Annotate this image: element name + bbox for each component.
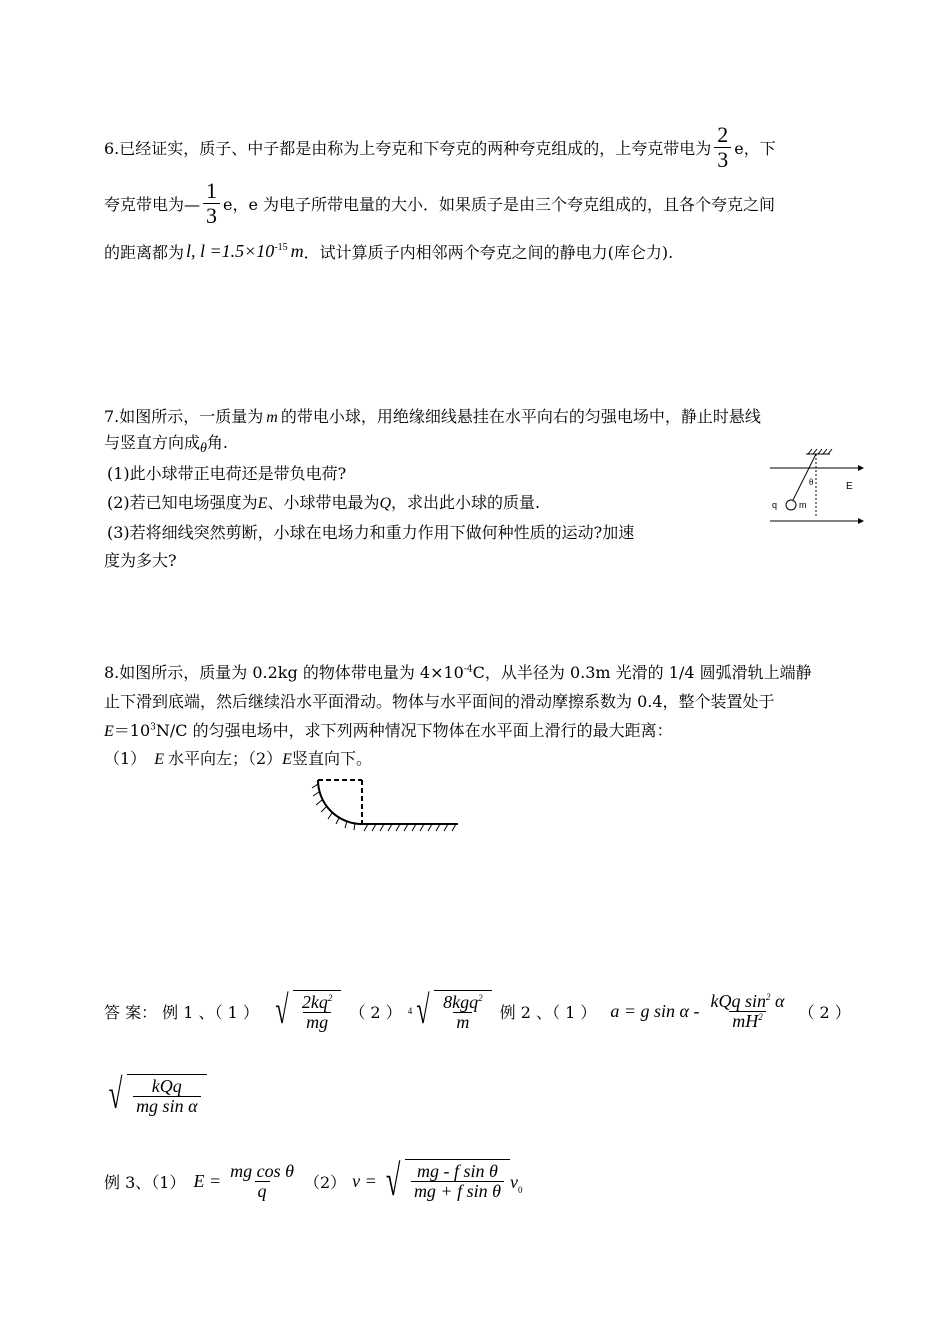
- answers-line-3: 例 3、（1） E = $\frac{\text{mg cos θ}}{q}$ （2） v = √ $\frac{\text{mg - f sin θ}}{\text{mg + f sin θ}}$ v $_0$: [104, 1156, 523, 1205]
- q6-line-1: [104, 124, 776, 170]
- q6-text: e，下: [734, 138, 776, 158]
- q6-line-2: [104, 180, 775, 226]
- q7-sub-3-cont: 度为多大?: [104, 551, 177, 570]
- field-label: E: [846, 481, 853, 492]
- q6-text: ．试计算质子内相邻两个夸克之间的静电力(库仑力).: [303, 242, 674, 262]
- charged-ball: [786, 500, 796, 510]
- q7-sub-2: (2)若已知电场强度为E、小球带电最为Q，求出此小球的质量.: [107, 493, 541, 512]
- q6-text: 的距离都为: [104, 242, 185, 262]
- q7-sub-1: (1)此小球带正电荷还是带负电荷?: [107, 464, 347, 483]
- ceiling-hatch: [806, 449, 832, 454]
- arc-track: [318, 780, 362, 824]
- q7-sub-3: (3)若将细线突然剪断，小球在电场力和重力作用下做何种性质的运动?加速: [107, 523, 635, 542]
- field-arrow-top: [858, 465, 864, 471]
- answers-line-2: [104, 1064, 207, 1126]
- answer-3-2-formula: v = √ $\frac{\text{mg - f sin θ}}{\text{mg + f sin θ}}$ v $_0$: [352, 1156, 523, 1205]
- radical-sign-icon: √: [108, 1072, 123, 1118]
- q6-line-3: [104, 236, 673, 266]
- q6-fraction-two-thirds: $\frac{2}{3}$: [714, 123, 731, 170]
- answer-2-2-radical: √ $\frac{\text{kQq}}{\text{mg sin α}}$: [104, 1074, 207, 1116]
- answer-3-1-formula: E = $\frac{\text{mg cos θ}}{q}$: [193, 1160, 294, 1201]
- mass-label: m: [799, 500, 807, 510]
- answer-1-2-fourth-root: 4 √ $\frac{8kgq^2}{m}$: [408, 990, 492, 1032]
- charge-label: q: [772, 500, 778, 510]
- q7-pendulum-figure: [766, 448, 866, 532]
- q8-line-4: （1） E 水平向左；（2）E竖直向下。: [104, 749, 372, 768]
- q6-text: 6.已经证实，质子、中子都是由称为上夸克和下夸克的两种夸克组成的，上夸克带电为: [104, 138, 712, 158]
- q7-line-2: 与竖直方向成θ角.: [104, 433, 228, 456]
- floor-hatch: [364, 824, 456, 831]
- q7-line-1: 7.如图所示，一质量为 m 的带电小球，用绝缘细线悬挂在水平向右的匀强电场中，静止时悬线: [104, 407, 761, 426]
- field-arrow-bottom: [858, 518, 864, 524]
- q6-fraction-one-third: $\frac{1}{3}$: [203, 179, 220, 226]
- radical-sign-icon: √: [385, 1156, 401, 1205]
- answer-1-1-radical: √ $\frac{2kq^2}{mg}$: [271, 990, 341, 1032]
- radical-sign-icon: √: [275, 987, 289, 1033]
- q8-track-figure: [308, 776, 463, 836]
- answers-line-1: 答 案： 例 1 、（ 1 ） √ $\frac{2kq^2}{mg}$ （ 2 ） 4 √ $\frac{8kgq^2}{m}$ 例 2 、（ 1 ） a = g sin α - $\frac{kQq \sin^2 \alpha}{mH^2}$ （ 2 ）: [104, 987, 851, 1033]
- q8-line-1: 8.如图所示，质量为 0.2kg 的物体带电量为 $4\times 10^{-4}C$，从半径为 0.3m 光滑的 1/4 圆弧滑轨上端静: [104, 663, 812, 682]
- q6-text: 夸克带电为—: [104, 194, 201, 214]
- answer-2-1-formula: a = g sin α - $\frac{kQq \sin^2 \alpha}{mH^2}$: [610, 990, 785, 1031]
- q6-text: e，e 为电子所带电量的大小．如果质子是由三个夸克组成的，且各个夸克之间: [223, 194, 776, 214]
- q8-line-3: $E=10^3N/C$ 的匀强电场中，求下列两种情况下物体在水平面上滑行的最大距离：: [104, 721, 673, 740]
- q8-line-2: 止下滑到底端，然后继续沿水平面滑动。物体与水平面间的滑动摩擦系数为 0.4，整个装置处于: [104, 692, 775, 711]
- answers-lead: 答 案： 例 1 、（ 1 ）: [104, 1002, 259, 1022]
- q6-distance-formula: l, $l =1.5\times 10^{-15}$ m: [186, 240, 304, 261]
- theta-label: θ: [809, 477, 814, 487]
- radical-sign-icon: √: [416, 987, 430, 1033]
